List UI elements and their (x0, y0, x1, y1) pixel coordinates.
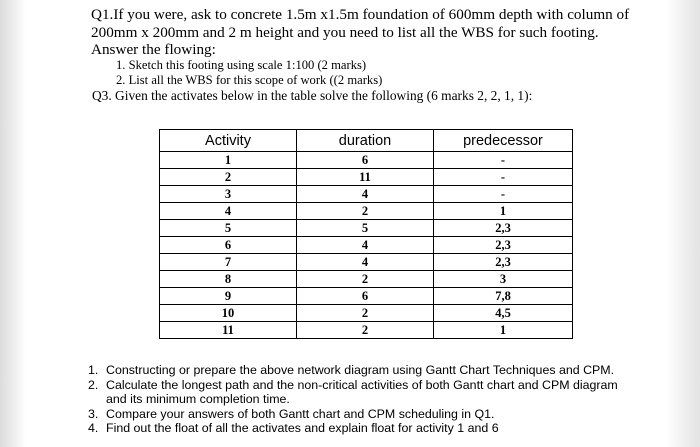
activity-cell: 10 (160, 305, 297, 322)
predecessor-cell: 1 (434, 203, 573, 220)
task-item-1 (88, 363, 628, 378)
table-row (160, 271, 573, 288)
task-item-4 (88, 421, 628, 436)
header-activity: Activity (160, 130, 297, 152)
activity-cell: 4 (160, 203, 297, 220)
page-edge-shadow-left (0, 0, 26, 447)
header-predecessor: predecessor (434, 130, 573, 152)
task-list (88, 363, 628, 436)
table-row (160, 305, 573, 322)
header-duration: duration (297, 130, 434, 152)
duration-cell: 2 (297, 305, 434, 322)
table-row (160, 169, 573, 186)
predecessor-cell: 3 (434, 271, 573, 288)
table-row (160, 237, 573, 254)
table-row (160, 288, 573, 305)
table-row (160, 203, 573, 220)
table-header-row (160, 130, 573, 152)
predecessor-cell: - (434, 186, 573, 203)
task-number: 2. (88, 377, 99, 392)
question-1-item-1: 1. Sketch this footing using scale 1:100 (2 marks) (116, 58, 367, 72)
duration-cell: 2 (297, 322, 434, 339)
question-3-text: Q3. Given the activates below in the table solve the following (6 marks 2, 2, 1, 1): (92, 88, 533, 103)
task-text: Find out the float of all the activates and explain float for activity 1 and 6 (106, 421, 499, 435)
task-item-2 (88, 378, 628, 407)
table-row (160, 152, 573, 169)
duration-cell: 4 (297, 254, 434, 271)
duration-cell: 2 (297, 271, 434, 288)
task-text: Compare your answers of both Gantt chart and CPM scheduling in Q1. (106, 406, 495, 421)
table-row (160, 254, 573, 271)
task-number: 4. (88, 421, 99, 435)
activity-cell: 8 (160, 271, 297, 288)
task-text: Constructing or prepare the above network diagram using Gantt Chart Techniques and CPM. (106, 363, 615, 377)
activity-cell: 1 (160, 152, 297, 169)
activity-cell: 5 (160, 220, 297, 237)
duration-cell: 4 (297, 237, 434, 254)
predecessor-cell: 2,3 (434, 254, 573, 271)
activity-cell: 7 (160, 254, 297, 271)
task-text: Calculate the longest path and the non-critical activities of both Gantt chart and CPM diagram and its minimum completion time. (106, 377, 618, 406)
table-row (160, 220, 573, 237)
question-1-item-2: 2. List all the WBS for this scope of work ((2 marks) (116, 73, 383, 87)
task-item-3 (88, 407, 628, 422)
duration-cell: 4 (297, 186, 434, 203)
duration-cell: 5 (297, 220, 434, 237)
duration-cell: 11 (297, 169, 434, 186)
predecessor-cell: 7,8 (434, 288, 573, 305)
duration-cell: 6 (297, 288, 434, 305)
predecessor-cell: - (434, 169, 573, 186)
activity-cell: 6 (160, 237, 297, 254)
table-row (160, 322, 573, 339)
predecessor-cell: 4,5 (434, 305, 573, 322)
predecessor-cell: - (434, 152, 573, 169)
activity-table (159, 129, 573, 339)
question-1-text: Q1.If you were, ask to concrete 1.5m x1.5m foundation of 600mm depth with column of 200mm x 200mm and 2 m height and you need to list all the WBS for such footing. Answer the flowing: (91, 6, 630, 58)
activity-cell: 2 (160, 169, 297, 186)
question-1-subitems (116, 58, 382, 88)
task-number: 1. (88, 363, 99, 377)
activity-cell: 3 (160, 186, 297, 203)
activity-cell: 9 (160, 288, 297, 305)
duration-cell: 6 (297, 152, 434, 169)
predecessor-cell: 2,3 (434, 237, 573, 254)
page-edge-shadow-right (666, 0, 700, 447)
predecessor-cell: 1 (434, 322, 573, 339)
duration-cell: 2 (297, 203, 434, 220)
table-row (160, 186, 573, 203)
task-number: 3. (88, 406, 99, 421)
predecessor-cell: 2,3 (434, 220, 573, 237)
activity-cell: 11 (160, 322, 297, 339)
